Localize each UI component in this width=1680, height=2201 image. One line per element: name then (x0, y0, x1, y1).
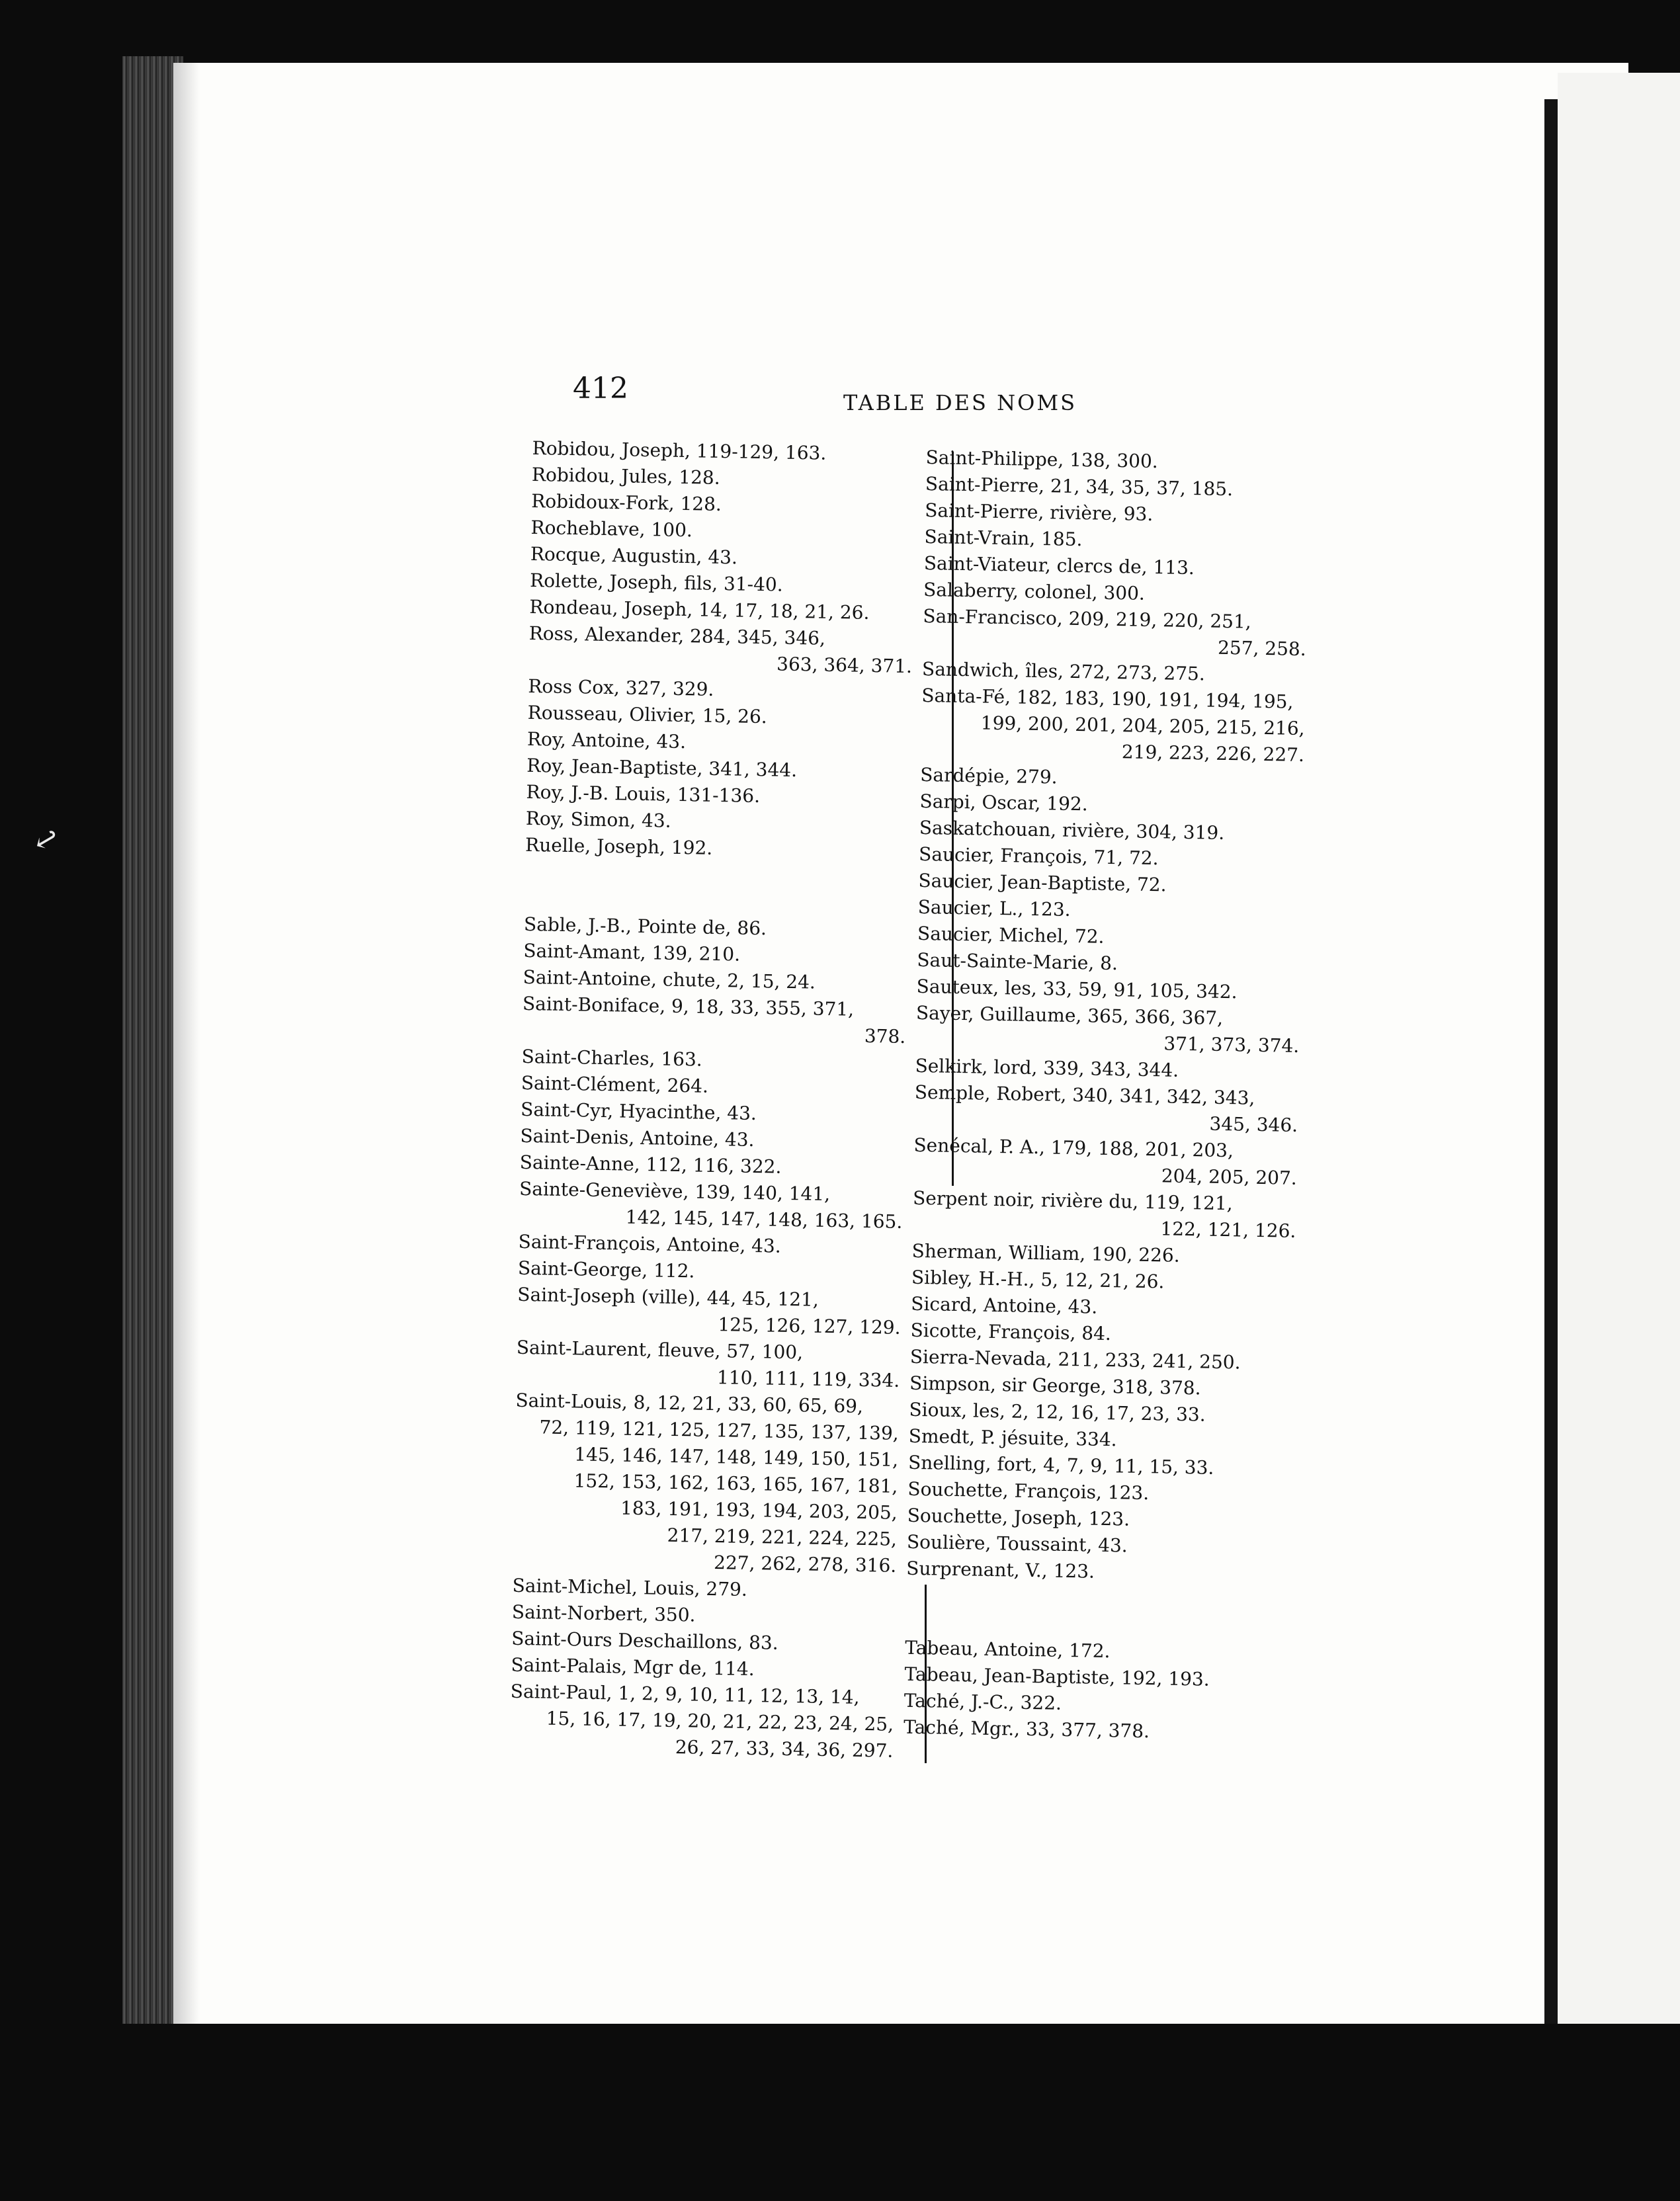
index-entry-continuation: 26, 27, 33, 34, 36, 297. (675, 1736, 894, 1762)
index-entry: Saucier, Michel, 72. (917, 922, 1105, 948)
index-entry: Sicard, Antoine, 43. (911, 1292, 1098, 1318)
index-entry: Saut-Sainte-Marie, 8. (917, 948, 1118, 975)
index-entry: Saint-Pierre, rivière, 93. (924, 499, 1154, 526)
index-entry: Saint-Louis, 8, 12, 21, 33, 60, 65, 69, (515, 1389, 864, 1417)
index-entry: Ross Cox, 327, 329. (528, 675, 714, 700)
index-entry: Snelling, fort, 4, 7, 9, 11, 15, 33. (907, 1451, 1214, 1479)
index-entry: Senécal, P. A., 179, 188, 201, 203, (913, 1134, 1234, 1162)
index-entry: Sable, J.-B., Pointe de, 86. (523, 913, 767, 940)
index-entry: San-Francisco, 209, 219, 220, 251, (923, 604, 1252, 633)
index-entry-continuation: 183, 191, 193, 194, 203, 205, (620, 1497, 898, 1524)
index-entry: Saint-Pierre, 21, 34, 35, 37, 185. (925, 472, 1234, 501)
index-entry: Smedt, P. jésuite, 334. (908, 1425, 1117, 1451)
index-entry-continuation: 219, 223, 226, 227. (1121, 741, 1305, 767)
scan-background (0, 2024, 1680, 2201)
page-binding-shadow (173, 63, 200, 2034)
index-entry-continuation: 110, 111, 119, 334. (716, 1366, 900, 1391)
index-entry: Semple, Robert, 340, 341, 342, 343, (914, 1081, 1255, 1109)
index-entry-continuation: 345, 346. (1209, 1112, 1298, 1136)
index-entry: Saint-Philippe, 138, 300. (925, 446, 1159, 473)
index-entry: Saint-Cyr, Hyacinthe, 43. (520, 1098, 757, 1125)
index-entry: Roy, Jean-Baptiste, 341, 344. (526, 754, 798, 782)
index-entry: Souchette, Joseph, 123. (907, 1504, 1130, 1530)
index-entry-continuation: 227, 262, 278, 316. (713, 1552, 897, 1577)
index-entry: Taché, Mgr., 33, 377, 378. (903, 1716, 1150, 1743)
index-entry: Rocque, Augustin, 43. (530, 542, 738, 569)
index-entry-continuation: 257, 258. (1217, 636, 1306, 661)
index-entry: Saint-Michel, Louis, 279. (512, 1574, 748, 1600)
index-entry: Salaberry, colonel, 300. (923, 578, 1146, 604)
index-entry: Serpent noir, rivière du, 119, 121, (912, 1186, 1233, 1215)
section-gap (905, 1582, 1303, 1641)
index-entry: Saucier, L., 123. (917, 895, 1071, 921)
facing-page (1558, 73, 1680, 2057)
running-head: TABLE DES NOMS (843, 390, 1077, 415)
index-entry: Saint-Norbert, 350. (511, 1600, 696, 1626)
index-entry: Saint-Charles, 163. (521, 1045, 703, 1071)
index-entry: Sainte-Anne, 112, 116, 322. (519, 1151, 782, 1178)
index-entry-continuation: 217, 219, 221, 224, 225, (667, 1524, 898, 1550)
index-entry-continuation: 204, 205, 207. (1161, 1165, 1298, 1189)
index-entry: Saint-Joseph (ville), 44, 45, 121, (517, 1283, 819, 1311)
index-entry: Robidoux-Fork, 128. (530, 489, 722, 516)
index-entry: Sicotte, François, 84. (910, 1319, 1112, 1345)
index-entry: Saint-George, 112. (517, 1257, 695, 1282)
index-entry: Sibley, H.-H., 5, 12, 21, 26. (911, 1266, 1165, 1293)
index-entry: Saint-Vrain, 185. (924, 525, 1083, 551)
index-entry: Sardépie, 279. (919, 763, 1058, 788)
index-entry: Tabeau, Antoine, 172. (904, 1636, 1111, 1663)
index-entry: Sioux, les, 2, 12, 16, 17, 23, 33. (909, 1398, 1206, 1426)
index-entry: Ross, Alexander, 284, 345, 346, (528, 622, 826, 649)
index-entry: Saint-Paul, 1, 2, 9, 10, 11, 12, 13, 14, (510, 1680, 860, 1708)
index-entry: Saucier, Jean-Baptiste, 72. (918, 869, 1167, 896)
index-entry: Roy, Antoine, 43. (526, 727, 687, 753)
index-entry-continuation: 199, 200, 201, 204, 205, 215, 216, (980, 712, 1305, 740)
index-entry: Saint-Laurent, fleuve, 57, 100, (516, 1336, 804, 1364)
index-entry: Saint-Palais, Mgr de, 114. (511, 1653, 755, 1681)
index-entry: Sandwich, îles, 272, 273, 275. (921, 657, 1206, 685)
index-entry-continuation: 363, 364, 371. (776, 653, 913, 678)
index-entry: Saint-Clément, 264. (521, 1071, 709, 1097)
index-entry: Saint-Viateur, clercs de, 113. (923, 552, 1195, 579)
index-entry-continuation: 378. (864, 1024, 906, 1048)
index-entry: Roy, J.-B. Louis, 131-136. (526, 780, 761, 808)
page-number: 412 (573, 372, 628, 405)
index-entry: Saint-Denis, Antoine, 43. (520, 1124, 755, 1151)
index-entry-continuation: 152, 153, 162, 163, 165, 167, 181, (573, 1470, 898, 1497)
index-entry: Selkirk, lord, 339, 343, 344. (915, 1054, 1179, 1081)
index-entry-continuation: 72, 119, 121, 125, 127, 135, 137, 139, (539, 1416, 900, 1444)
page-gutter (1544, 99, 1558, 2044)
index-entry-continuation: 125, 126, 127, 129. (718, 1313, 901, 1339)
index-entry: Saskatchouan, rivière, 304, 319. (919, 816, 1225, 844)
index-entry: Rolette, Joseph, fils, 31-40. (529, 569, 783, 596)
index-entry: Santa-Fé, 182, 183, 190, 191, 194, 195, (921, 684, 1294, 713)
index-entry: Rondeau, Joseph, 14, 17, 18, 21, 26. (529, 595, 870, 624)
index-entry: Saint-Antoine, chute, 2, 15, 24. (523, 966, 816, 993)
index-entry: Saint-Ours Deschaillons, 83. (511, 1627, 778, 1654)
index-entry-continuation: 142, 145, 147, 148, 163, 165. (625, 1206, 903, 1233)
index-entry: Tabeau, Jean-Baptiste, 192, 193. (904, 1663, 1210, 1690)
index-entry: Soulière, Toussaint, 43. (906, 1530, 1128, 1557)
index-entry-continuation: 371, 373, 374. (1163, 1032, 1300, 1057)
index-column-right (902, 444, 1323, 1800)
index-entry: Robidou, Joseph, 119-129, 163. (532, 436, 827, 464)
index-entry: Robidou, Jules, 128. (531, 463, 720, 489)
index-column-left (509, 435, 929, 1791)
index-entry: Sierra-Nevada, 211, 233, 241, 250. (909, 1345, 1241, 1374)
index-entry: Souchette, François, 123. (907, 1477, 1150, 1505)
index-entry-continuation: 145, 146, 147, 148, 149, 150, 151, (574, 1443, 899, 1471)
index-entry: Simpson, sir George, 318, 378. (909, 1372, 1201, 1399)
index-entry: Saint-Boniface, 9, 18, 33, 355, 371, (522, 992, 855, 1020)
index-entry: Sherman, William, 190, 226. (911, 1239, 1180, 1267)
index-entry: Taché, J.-C., 322. (903, 1689, 1062, 1714)
index-entry: Rousseau, Olivier, 15, 26. (527, 701, 768, 728)
section-gap (524, 858, 921, 918)
index-entry: Sauteux, les, 33, 59, 91, 105, 342. (916, 975, 1238, 1003)
index-entry: Sayer, Guillaume, 365, 366, 367, (915, 1001, 1224, 1029)
index-entry: Ruelle, Joseph, 192. (525, 833, 713, 859)
index-entry: Surprenant, V., 123. (906, 1557, 1095, 1583)
index-entry: Roy, Simon, 43. (525, 807, 671, 832)
index-entry-continuation: 122, 121, 126. (1160, 1218, 1296, 1242)
index-entry-continuation: 15, 16, 17, 19, 20, 21, 22, 23, 24, 25, (546, 1707, 894, 1735)
index-entry: Sarpi, Oscar, 192. (919, 790, 1088, 815)
index-entry: Sainte-Geneviève, 139, 140, 141, (519, 1177, 831, 1206)
index-entry: Rocheblave, 100. (530, 516, 693, 542)
index-entry: Saint-Amant, 139, 210. (523, 939, 741, 966)
margin-mark: ↩ (27, 819, 66, 861)
index-entry: Saucier, François, 71, 72. (918, 843, 1159, 870)
index-entry: Saint-François, Antoine, 43. (518, 1230, 781, 1257)
